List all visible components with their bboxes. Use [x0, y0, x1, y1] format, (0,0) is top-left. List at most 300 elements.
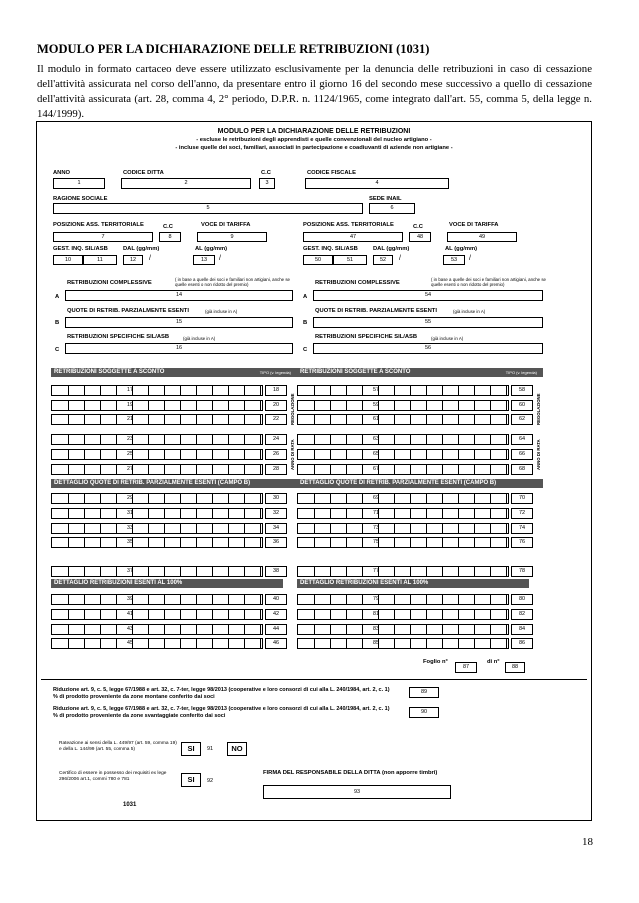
field-number: 61 [373, 416, 379, 422]
firma-field[interactable]: 93 [263, 785, 451, 799]
field-number: 19 [127, 402, 133, 408]
cell-divider [362, 494, 363, 503]
cell-divider [228, 595, 229, 604]
cell-divider [116, 625, 117, 634]
riduzione-2-field[interactable]: 90 [409, 707, 439, 718]
cell-divider [458, 386, 459, 395]
cell-divider [100, 595, 101, 604]
parz-field-right[interactable] [297, 523, 509, 534]
cell-divider [474, 639, 475, 648]
foglio-field[interactable]: 87 [455, 662, 477, 673]
cell-divider [426, 509, 427, 518]
parz-field-left[interactable] [51, 493, 263, 504]
cell-divider [490, 538, 491, 547]
field-number: 69 [373, 495, 379, 501]
cell-divider [410, 610, 411, 619]
field-number: 83 [373, 626, 379, 632]
cell-divider [196, 639, 197, 648]
sconto-field-left[interactable] [51, 464, 263, 475]
cell-divider [362, 610, 363, 619]
voce-label-right: VOCE DI TARIFFA [449, 222, 499, 228]
cell-divider [506, 465, 507, 474]
field-number: 35 [127, 539, 133, 545]
sconto-field-right[interactable] [297, 449, 509, 460]
cell-divider [394, 610, 395, 619]
gest-field-left-b[interactable]: 11 [83, 255, 117, 265]
row-a-right: A [303, 294, 308, 300]
ese-tipo-field-right[interactable]: 82 [511, 609, 533, 620]
cell-divider [330, 625, 331, 634]
cell-divider [426, 494, 427, 503]
cell-divider [442, 494, 443, 503]
pos-terr-field-right[interactable]: 47 [303, 232, 403, 242]
cell-divider [410, 538, 411, 547]
sconto-field-right[interactable] [297, 400, 509, 411]
cell-divider [362, 509, 363, 518]
cc2-field-right[interactable]: 48 [409, 232, 431, 242]
sconto-tipo-field-right[interactable]: 68 [511, 464, 533, 475]
sconto-tipo-field-left[interactable]: 26 [265, 449, 287, 460]
cell-divider [164, 401, 165, 410]
parz-field-right[interactable] [297, 566, 509, 577]
cell-divider [442, 524, 443, 533]
cell-divider [260, 625, 261, 634]
sconto-tipo-field-left[interactable]: 24 [265, 434, 287, 445]
sconto-tipo-field-left[interactable]: 28 [265, 464, 287, 475]
gest-field-right-b[interactable]: 51 [333, 255, 367, 265]
cell-divider [330, 450, 331, 459]
cell-divider [490, 415, 491, 424]
cell-divider [68, 524, 69, 533]
ese-bar-left: DETTAGLIO RETRIBUZIONI ESENTI AL 100% [51, 579, 283, 588]
sconto-tipo-field-left[interactable]: 20 [265, 400, 287, 411]
cell-divider [442, 509, 443, 518]
cell-divider [260, 639, 261, 648]
cell-divider [196, 450, 197, 459]
row-c-right: C [303, 347, 308, 353]
parz-field-right[interactable] [297, 493, 509, 504]
cell-divider [260, 494, 261, 503]
cell-divider [474, 450, 475, 459]
field-number: 23 [127, 436, 133, 442]
cell-divider [228, 509, 229, 518]
cell-divider [244, 386, 245, 395]
cell-divider [84, 465, 85, 474]
ese-field-right[interactable] [297, 594, 509, 605]
cell-divider [180, 415, 181, 424]
sconto-field-right[interactable] [297, 464, 509, 475]
cell-divider [212, 415, 213, 424]
cell-divider [490, 595, 491, 604]
voce-field-right[interactable]: 49 [447, 232, 517, 242]
cell-divider [244, 524, 245, 533]
ragione-sociale-label: RAGIONE SOCIALE [53, 196, 108, 202]
cell-divider [196, 625, 197, 634]
dal-label-left: DAL (gg/mm) [123, 246, 160, 252]
parz-field-left[interactable] [51, 566, 263, 577]
sconto-field-right[interactable] [297, 414, 509, 425]
cell-divider [410, 415, 411, 424]
cell-divider [410, 509, 411, 518]
field-number: 57 [373, 387, 379, 393]
cell-divider [442, 401, 443, 410]
cell-divider [84, 567, 85, 576]
cell-divider [148, 465, 149, 474]
di-field[interactable]: 88 [505, 662, 525, 673]
field-number: 75 [373, 539, 379, 545]
cell-divider [346, 386, 347, 395]
cell-divider [68, 595, 69, 604]
cell-divider [346, 524, 347, 533]
field-number: 73 [373, 525, 379, 531]
cell-divider [180, 509, 181, 518]
dal-field-right[interactable]: 52 [373, 255, 393, 265]
cell-divider [330, 509, 331, 518]
sede-inail-field[interactable]: 6 [369, 203, 415, 214]
ese-tipo-field-left[interactable]: 44 [265, 624, 287, 635]
ese-field-right[interactable] [297, 638, 509, 649]
cell-divider [180, 524, 181, 533]
sconto-field-left[interactable] [51, 449, 263, 460]
pos-terr-label-left: POSIZIONE ASS. TERRITORIALE [53, 222, 144, 228]
cell-divider [180, 639, 181, 648]
cc2-field-left[interactable]: 8 [159, 232, 181, 242]
divider [41, 679, 587, 680]
cell-divider [84, 450, 85, 459]
sconto-field-right[interactable] [297, 434, 509, 445]
sconto-tipo-field-left[interactable]: 18 [265, 385, 287, 396]
cell-divider [164, 415, 165, 424]
ese-tipo-field-right[interactable]: 80 [511, 594, 533, 605]
cell-divider [164, 509, 165, 518]
cell-divider [148, 401, 149, 410]
ese-tipo-field-right[interactable]: 84 [511, 624, 533, 635]
cell-divider [68, 415, 69, 424]
cell-divider [410, 450, 411, 459]
cell-divider [260, 524, 261, 533]
cell-divider [314, 538, 315, 547]
cell-divider [148, 610, 149, 619]
cell-divider [84, 524, 85, 533]
ese-field-left[interactable] [51, 594, 263, 605]
gest-field-left-a[interactable]: 10 [53, 255, 83, 265]
ese-field-right[interactable] [297, 609, 509, 620]
cell-divider [100, 415, 101, 424]
retr-compl-note-left: ( in base a quelle dei soci e familiari non artigiani, anche se quelle esenti o non ridotto del premio) [175, 277, 290, 287]
cell-divider [84, 639, 85, 648]
cell-divider [330, 538, 331, 547]
cell-divider [244, 450, 245, 459]
ese-tipo-field-left[interactable]: 40 [265, 594, 287, 605]
field-number: 29 [127, 495, 133, 501]
quote-label-right: QUOTE DI RETRIB. PARZIALMENTE ESENTI [315, 308, 437, 314]
cell-divider [442, 610, 443, 619]
gest-field-right-a[interactable]: 50 [303, 255, 333, 265]
sconto-field-left[interactable] [51, 414, 263, 425]
cell-divider [346, 610, 347, 619]
ese-field-right[interactable] [297, 624, 509, 635]
cell-divider [458, 567, 459, 576]
cell-divider [228, 435, 229, 444]
firma-label: FIRMA DEL RESPONSABILE DELLA DITTA (non apporre timbri) [263, 770, 438, 776]
cell-divider [314, 494, 315, 503]
certificato-num: 92 [207, 778, 214, 784]
parz-field-right[interactable] [297, 537, 509, 548]
cell-divider [196, 494, 197, 503]
cell-divider [410, 524, 411, 533]
cell-divider [362, 401, 363, 410]
parz-tipo-field-right[interactable]: 76 [511, 537, 533, 548]
field-number: 27 [127, 466, 133, 472]
sconto-tipo-field-left[interactable]: 22 [265, 414, 287, 425]
cell-divider [68, 567, 69, 576]
ese-field-left[interactable] [51, 624, 263, 635]
cell-divider [346, 595, 347, 604]
cell-divider [458, 415, 459, 424]
codice-ditta-label: CODICE DITTA [123, 170, 164, 176]
cell-divider [410, 435, 411, 444]
cell-divider [410, 465, 411, 474]
field-a-left[interactable]: 14 [65, 290, 293, 301]
sconto-field-left[interactable] [51, 385, 263, 396]
form-1031 [36, 121, 592, 821]
parz-tipo-field-right[interactable]: 70 [511, 493, 533, 504]
cell-divider [228, 538, 229, 547]
voce-label-left: VOCE DI TARIFFA [201, 222, 251, 228]
al-label-left: AL (gg/mm) [195, 246, 228, 252]
codice-ditta-field[interactable]: 2 [121, 178, 251, 189]
row-c-left: C [55, 347, 60, 353]
cell-divider [212, 401, 213, 410]
cell-divider [116, 386, 117, 395]
cell-divider [244, 509, 245, 518]
cell-divider [330, 610, 331, 619]
cell-divider [148, 435, 149, 444]
rateazione-no[interactable]: NO [227, 742, 247, 756]
pos-terr-field-left[interactable]: 7 [53, 232, 153, 242]
cell-divider [426, 639, 427, 648]
cell-divider [458, 625, 459, 634]
cc-field[interactable]: 3 [259, 178, 275, 189]
sconto-field-left[interactable] [51, 400, 263, 411]
cell-divider [394, 567, 395, 576]
al-field-right[interactable]: 53 [443, 255, 465, 265]
cell-divider [506, 415, 507, 424]
cell-divider [164, 610, 165, 619]
ese-tipo-field-left[interactable]: 42 [265, 609, 287, 620]
cell-divider [212, 595, 213, 604]
riduzione-1-field[interactable]: 89 [409, 687, 439, 698]
ese-tipo-field-right[interactable]: 86 [511, 638, 533, 649]
cell-divider [410, 386, 411, 395]
cell-divider [458, 524, 459, 533]
cell-divider [474, 435, 475, 444]
dal-field-left[interactable]: 12 [123, 255, 143, 265]
sconto-field-right[interactable] [297, 385, 509, 396]
cell-divider [164, 538, 165, 547]
cell-divider [506, 386, 507, 395]
parz-tipo-field-left[interactable]: 38 [265, 566, 287, 577]
field-number: 39 [127, 596, 133, 602]
cell-divider [394, 509, 395, 518]
dal-slash-left: / [149, 255, 151, 262]
ragione-sociale-field[interactable]: 5 [53, 203, 363, 214]
cell-divider [84, 401, 85, 410]
cell-divider [442, 567, 443, 576]
cell-divider [68, 386, 69, 395]
parz-field-right[interactable] [297, 508, 509, 519]
cell-divider [148, 625, 149, 634]
sconto-tipo-field-right[interactable]: 64 [511, 434, 533, 445]
certificato-text: Certifico di essere in possesso dei requisiti ex lege 296/2006 art.1, commi 780 e 781 [59, 771, 167, 782]
anno-field[interactable]: 1 [53, 178, 105, 189]
cell-divider [84, 415, 85, 424]
cell-divider [458, 509, 459, 518]
cell-divider [260, 415, 261, 424]
cell-divider [180, 465, 181, 474]
sconto-tipo-field-right[interactable]: 62 [511, 414, 533, 425]
cell-divider [84, 386, 85, 395]
cell-divider [180, 567, 181, 576]
cell-divider [148, 415, 149, 424]
parz-tipo-field-right[interactable]: 78 [511, 566, 533, 577]
cell-divider [362, 625, 363, 634]
cell-divider [458, 465, 459, 474]
cell-divider [260, 435, 261, 444]
sconto-tipo-field-right[interactable]: 66 [511, 449, 533, 460]
parz-tipo-field-left[interactable]: 36 [265, 537, 287, 548]
spec-note-right: (già incluse in A) [431, 336, 464, 341]
cell-divider [196, 386, 197, 395]
cell-divider [84, 509, 85, 518]
parz-tipo-field-left[interactable]: 34 [265, 523, 287, 534]
field-c-right[interactable]: 56 [313, 343, 543, 354]
cell-divider [164, 639, 165, 648]
field-a-right[interactable]: 54 [313, 290, 543, 301]
cell-divider [244, 625, 245, 634]
form-subtitle-2: - incluse quelle dei soci, familiari, associati in partecipazione e coadiuvanti di aziende non artigiane - [175, 145, 453, 151]
ese-field-left[interactable] [51, 638, 263, 649]
ese-tipo-field-left[interactable]: 46 [265, 638, 287, 649]
field-number: 45 [127, 640, 133, 646]
cell-divider [196, 401, 197, 410]
cell-divider [244, 415, 245, 424]
cell-divider [100, 435, 101, 444]
anno-label: ANNO [53, 170, 71, 176]
cell-divider [68, 538, 69, 547]
cell-divider [100, 450, 101, 459]
voce-field-left[interactable]: 9 [197, 232, 267, 242]
cell-divider [148, 450, 149, 459]
form-subtitle-1: - escluse le retribuzioni degli apprendisti e quelle convenzionali del nucleo artigiano - [196, 137, 432, 143]
cell-divider [84, 435, 85, 444]
parz-tipo-field-right[interactable]: 74 [511, 523, 533, 534]
field-b-right[interactable]: 55 [313, 317, 543, 328]
parz-field-left[interactable] [51, 537, 263, 548]
cell-divider [506, 435, 507, 444]
cell-divider [410, 595, 411, 604]
cell-divider [196, 435, 197, 444]
cell-divider [426, 415, 427, 424]
cell-divider [490, 494, 491, 503]
cell-divider [180, 595, 181, 604]
sconto-tipo-field-right[interactable]: 60 [511, 400, 533, 411]
cell-divider [148, 639, 149, 648]
cell-divider [442, 435, 443, 444]
page-number: 18 [582, 836, 593, 848]
parz-tipo-field-right[interactable]: 72 [511, 508, 533, 519]
ese-field-left[interactable] [51, 609, 263, 620]
parz-field-left[interactable] [51, 508, 263, 519]
al-field-left[interactable]: 13 [193, 255, 215, 265]
parz-bar-left: DETTAGLIO QUOTE DI RETRIB. PARZIALMENTE ESENTI (CAMPO B) [51, 479, 297, 488]
sconto-tipo-field-right[interactable]: 58 [511, 385, 533, 396]
field-b-left[interactable]: 15 [65, 317, 293, 328]
certificato-si[interactable]: SI [181, 773, 201, 787]
cell-divider [490, 509, 491, 518]
cell-divider [362, 524, 363, 533]
cell-divider [506, 567, 507, 576]
cell-divider [442, 538, 443, 547]
field-number: 71 [373, 510, 379, 516]
row-a-left: A [55, 294, 60, 300]
rateazione-si[interactable]: SI [181, 742, 201, 756]
ese-bar-right: DETTAGLIO RETRIBUZIONI ESENTI AL 100% [297, 579, 529, 588]
sconto-field-left[interactable] [51, 434, 263, 445]
cell-divider [410, 401, 411, 410]
cell-divider [228, 610, 229, 619]
cell-divider [458, 450, 459, 459]
cell-divider [426, 610, 427, 619]
cell-divider [116, 595, 117, 604]
cell-divider [164, 567, 165, 576]
cell-divider [100, 538, 101, 547]
al-slash-right: / [469, 255, 471, 262]
cell-divider [164, 625, 165, 634]
cell-divider [426, 465, 427, 474]
anno-rata-label-left: ANNO DI RATA [290, 439, 295, 471]
cell-divider [84, 595, 85, 604]
cell-divider [314, 625, 315, 634]
field-number: 77 [373, 568, 379, 574]
cell-divider [100, 567, 101, 576]
codice-fiscale-field[interactable]: 4 [305, 178, 449, 189]
al-label-right: AL (gg/mm) [445, 246, 478, 252]
parz-tipo-field-left[interactable]: 30 [265, 493, 287, 504]
dal-label-right: DAL (gg/mm) [373, 246, 410, 252]
parz-field-left[interactable] [51, 523, 263, 534]
parz-tipo-field-left[interactable]: 32 [265, 508, 287, 519]
cell-divider [180, 494, 181, 503]
cell-divider [314, 509, 315, 518]
quote-note-right: (già incluse in A) [453, 309, 486, 314]
cc2-label-left: C.C [163, 224, 173, 230]
cell-divider [260, 538, 261, 547]
cell-divider [260, 595, 261, 604]
cell-divider [362, 450, 363, 459]
cell-divider [212, 524, 213, 533]
cell-divider [148, 567, 149, 576]
di-label: di n° [487, 659, 500, 665]
pos-terr-label-right: POSIZIONE ASS. TERRITORIALE [303, 222, 394, 228]
cell-divider [68, 509, 69, 518]
cell-divider [330, 435, 331, 444]
field-c-left[interactable]: 16 [65, 343, 293, 354]
cell-divider [346, 401, 347, 410]
cell-divider [212, 494, 213, 503]
cell-divider [228, 524, 229, 533]
cell-divider [196, 509, 197, 518]
